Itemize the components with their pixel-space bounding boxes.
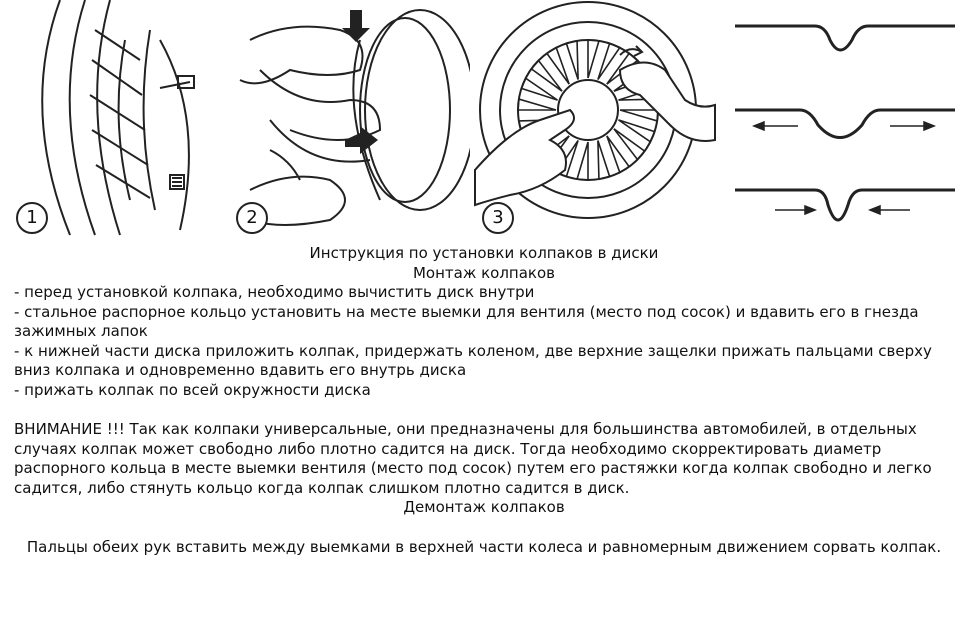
figure-3 <box>470 0 720 240</box>
press-hubcap-illustration <box>470 0 720 240</box>
hubcap-spoke <box>614 129 645 160</box>
hubcap-spoke <box>566 41 578 80</box>
dismount-paragraph: Пальцы обеих рук вставить между выемками в верхней части колеса и равномерным движением сорвать колпак. <box>26 537 942 556</box>
install-hands-illustration <box>230 0 470 240</box>
figure-number-2: 2 <box>236 202 268 234</box>
hubcap-spoke <box>620 110 658 121</box>
figure-number-3: 3 <box>482 202 514 234</box>
hubcap-spoke <box>521 78 557 100</box>
figure-number-1: 1 <box>16 202 48 234</box>
hubcap-spoke <box>577 142 588 180</box>
mount-step: - стальное распорное кольцо установить на месте выемки для вентиля (место под сосок) и вдавить его в гнезда зажимных лапок <box>14 302 924 340</box>
ring-diagrams <box>730 0 960 240</box>
mount-heading: Монтаж колпаков <box>412 263 556 282</box>
ring-profile-normal <box>735 26 955 50</box>
mount-step: - к нижней части диска приложить колпак, придержать коленом, две верхние защелки прижать пальцами сверху вниз колпака и одновременно вдавить его внутрь диска <box>14 341 937 379</box>
instruction-text <box>14 244 954 557</box>
ring-profile-stretched <box>735 110 955 138</box>
valve-icon <box>160 76 194 88</box>
figure-2 <box>230 0 470 240</box>
illustrations <box>0 0 964 240</box>
hubcap-spoke <box>607 136 629 172</box>
hubcap-spoke <box>618 120 654 142</box>
hubcap-spoke <box>518 99 556 110</box>
hubcap-spoke <box>531 61 562 92</box>
page-title: Инструкция по установки колпаков в диски <box>309 244 659 262</box>
figure-1 <box>0 0 230 240</box>
hubcap-spoke <box>588 40 599 78</box>
warning-paragraph: ВНИМАНИЕ !!! Так как колпаки универсальные, они предназначены для большинства автомобилей, в отдельных случаях колпак может свободно либо плотно садится на диск. Тогда необходимо скорректировать диаметр распорного кольца в месте выемки вентиля (место под сосок) путем его растяжки когда колпак свободно и легко садится, либо стянуть кольцо когда колпак слишком плотно садится в диск. <box>14 420 937 497</box>
hubcap-spoke <box>547 48 569 84</box>
ring-profile-tightened <box>735 190 955 220</box>
mount-step: - перед установкой колпака, необходимо вычистить диск внутри <box>14 283 535 301</box>
hubcap-spoke <box>598 43 620 79</box>
mount-steps <box>14 283 954 400</box>
ring-deformation-diagram <box>730 0 960 240</box>
mount-step: - прижать колпак по всей окружности диска <box>14 380 371 399</box>
hubcap-spoke <box>598 140 610 179</box>
dismount-heading: Демонтаж колпаков <box>403 498 565 516</box>
